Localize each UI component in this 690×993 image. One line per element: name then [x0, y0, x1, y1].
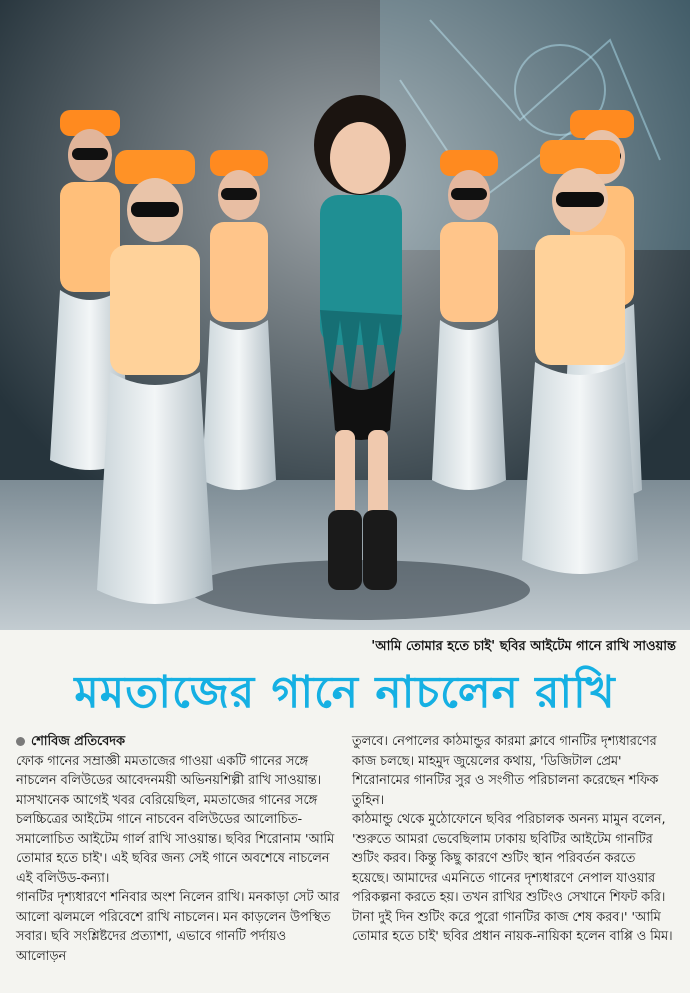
column-left [16, 732, 340, 987]
paragraph: তুলবে। নেপালের কাঠমান্ডুর কারমা ক্লাবে গানটির দৃশ্যধারণের কাজ চলছে। মাহমুদ জুয়েলের কথায়, 'ডিজিটাল প্রেম' শিরোনামের গানটির সুর ও সংগীত পরিচালনা করেছেন শফিক তুহিন। [352, 734, 659, 808]
column-right [352, 732, 676, 987]
bullet-icon [16, 737, 25, 746]
article-body [16, 732, 676, 987]
headline: মমতাজের গানে নাচলেন রাখি [74, 667, 616, 718]
byline [16, 732, 340, 752]
paragraph: গানটির দৃশ্যধারণে শনিবার অংশ নিলেন রাখি। মনকাড়া সেট আর আলো ঝলমলে পরিবেশে রাখি নাচলেন। মন কাড়লেন উপস্থিত সবার। ছবি সংশ্লিষ্টদের প্রত্যাশা, এভাবে গানটি পর্দায়ও আলোড়ন [16, 890, 340, 964]
photo-caption: 'আমি তোমার হতে চাই' ছবির আইটেম গানে রাখি সাওয়ান্ত [371, 639, 676, 654]
paragraph: কাঠমান্ডু থেকে মুঠোফোনে ছবির পরিচালক অনন্য মামুন বলেন, 'শুরুতে আমরা ভেবেছিলাম ঢাকায় ছবিটির আইটেম গানটির শুটিং করব। কিন্তু কিছু কারণে শুটিং স্থান পরিবর্তন করতে হয়েছে। আমাদের এমনিতে গানের দৃশ্যধারণে নেপাল যাওয়ার পরিকল্পনা করতে হয়। তখন রাখির শুটিংও সেখানে শিফট করি। টানা দুই দিন শুটিং করে পুরো গানটির কাজ শেষ করব।' 'আমি তোমার হতে চাই' ছবির প্রধান নায়ক-নায়িকা হলেন বাপ্পি ও মিম। [352, 812, 673, 944]
paragraph: ফোক গানের সম্রাজ্ঞী মমতাজের গাওয়া একটি গানের সঙ্গে নাচলেন বলিউডের আবেদনময়ী অভিনয়শিল্পী রাখি সাওয়ান্ত। মাসখানেক আগেই খবর বেরিয়েছিল, মমতাজের গানের সঙ্গে চলচ্চিত্রের আইটেম গানে নাচবেন বলিউডের আলোচিত-সমালোচিত আইটেম গার্ল রাখি সাওয়ান্ত। ছবির শিরোনাম 'আমি তোমার হতে চাই'। এই ছবির জন্য সেই গানে অবশেষে নাচলেন এই বলিউড-কন্যা। [16, 753, 335, 886]
byline-text: শোবিজ প্রতিবেদক [31, 734, 125, 749]
